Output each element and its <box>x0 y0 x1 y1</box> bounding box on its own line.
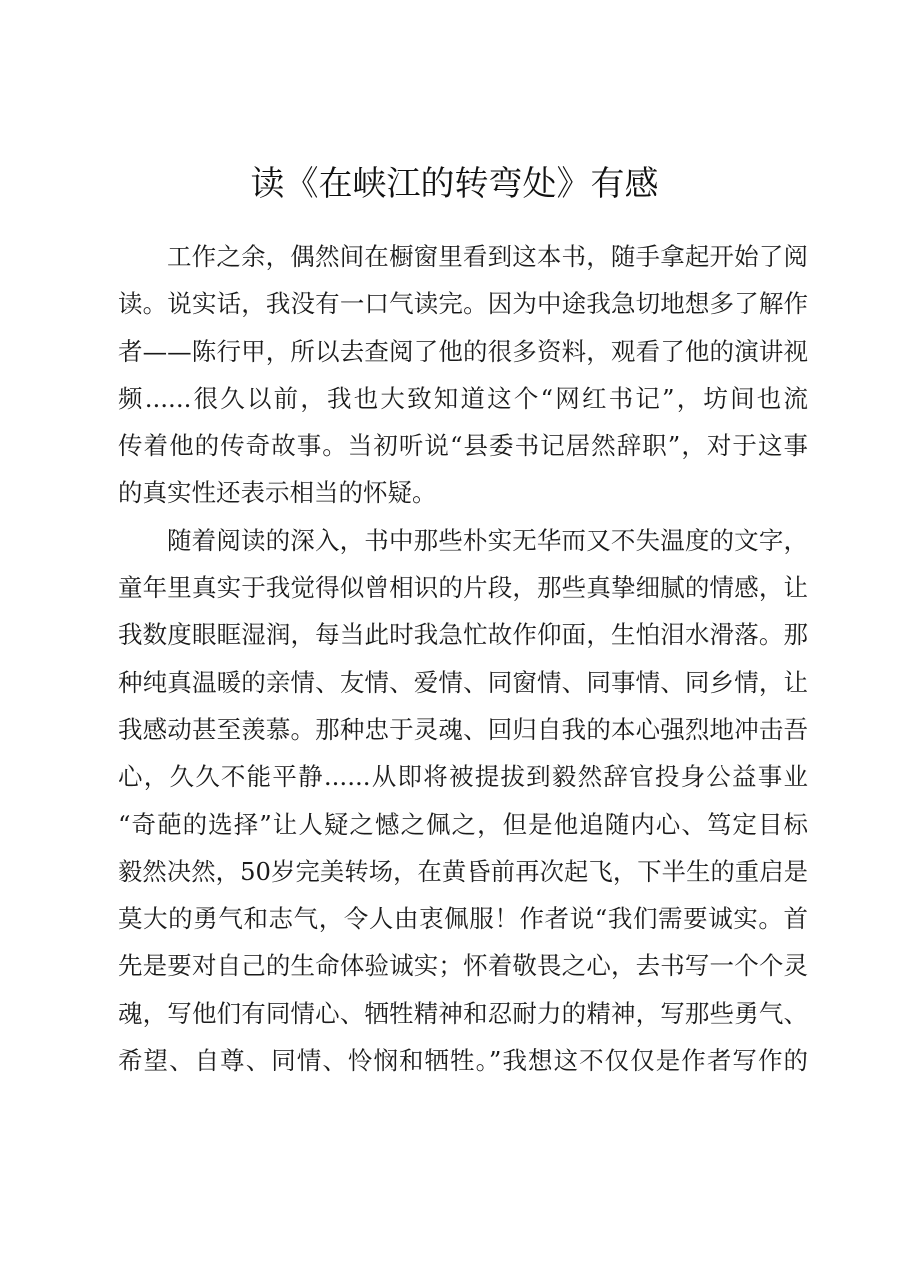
paragraph-line: 随着阅读的深入，书中那些朴实无华而又不失温度的文字， <box>167 525 808 555</box>
paragraph-line: 者——陈行甲，所以去查阅了他的很多资料，观看了他的演讲视 <box>118 336 808 366</box>
paragraph-2 <box>118 517 808 1085</box>
document-title: 读《在峡江的转弯处》有感 <box>250 164 659 204</box>
paragraph-line: 童年里真实于我觉得似曾相识的片段，那些真挚细腻的情感，让 <box>118 573 808 603</box>
paragraph-line: 工作之余，偶然间在橱窗里看到这本书，随手拿起开始了阅 <box>167 242 808 271</box>
paragraph-line: 种纯真温暖的亲情、友情、爱情、同窗情、同事情、同乡情，让 <box>118 667 808 697</box>
paragraph-line: 传着他的传奇故事。当初听说“县委书记居然辞职”，对于这事 <box>118 431 808 461</box>
document-body <box>118 233 808 1084</box>
paragraph-1 <box>118 233 808 517</box>
paragraph-line: 毅然决然，50岁完美转场，在黄昏前再次起飞，下半生的重启是 <box>118 856 808 886</box>
paragraph-line: 频......很久以前，我也大致知道这个“网红书记”，坊间也流 <box>118 383 808 413</box>
paragraph-line: 希望、自尊、同情、怜悯和牺牲。”我想这不仅仅是作者写作的 <box>118 1046 808 1076</box>
paragraph-line: 先是要对自己的生命体验诚实；怀着敬畏之心，去书写一个个灵 <box>118 951 808 981</box>
paragraph-line: 莫大的勇气和志气，令人由衷佩服！作者说“我们需要诚实。首 <box>118 904 808 934</box>
paragraph-line: 我数度眼眶湿润，每当此时我急忙故作仰面，生怕泪水滑落。那 <box>118 620 808 650</box>
paragraph-line: 读。说实话，我没有一口气读完。因为中途我急切地想多了解作 <box>118 289 808 319</box>
paragraph-line: 心，久久不能平静......从即将被提拔到毅然辞官投身公益事业 <box>118 762 808 792</box>
paragraph-line: 我感动甚至羡慕。那种忠于灵魂、回归自我的本心强烈地冲击吾 <box>118 714 808 744</box>
paragraph-line: “奇葩的选择”让人疑之憾之佩之，但是他追随内心、笃定目标 <box>118 809 808 839</box>
paragraph-line: 魂，写他们有同情心、牺牲精神和忍耐力的精神，写那些勇气、 <box>118 998 808 1028</box>
paragraph-line: 的真实性还表示相当的怀疑。 <box>118 478 437 508</box>
